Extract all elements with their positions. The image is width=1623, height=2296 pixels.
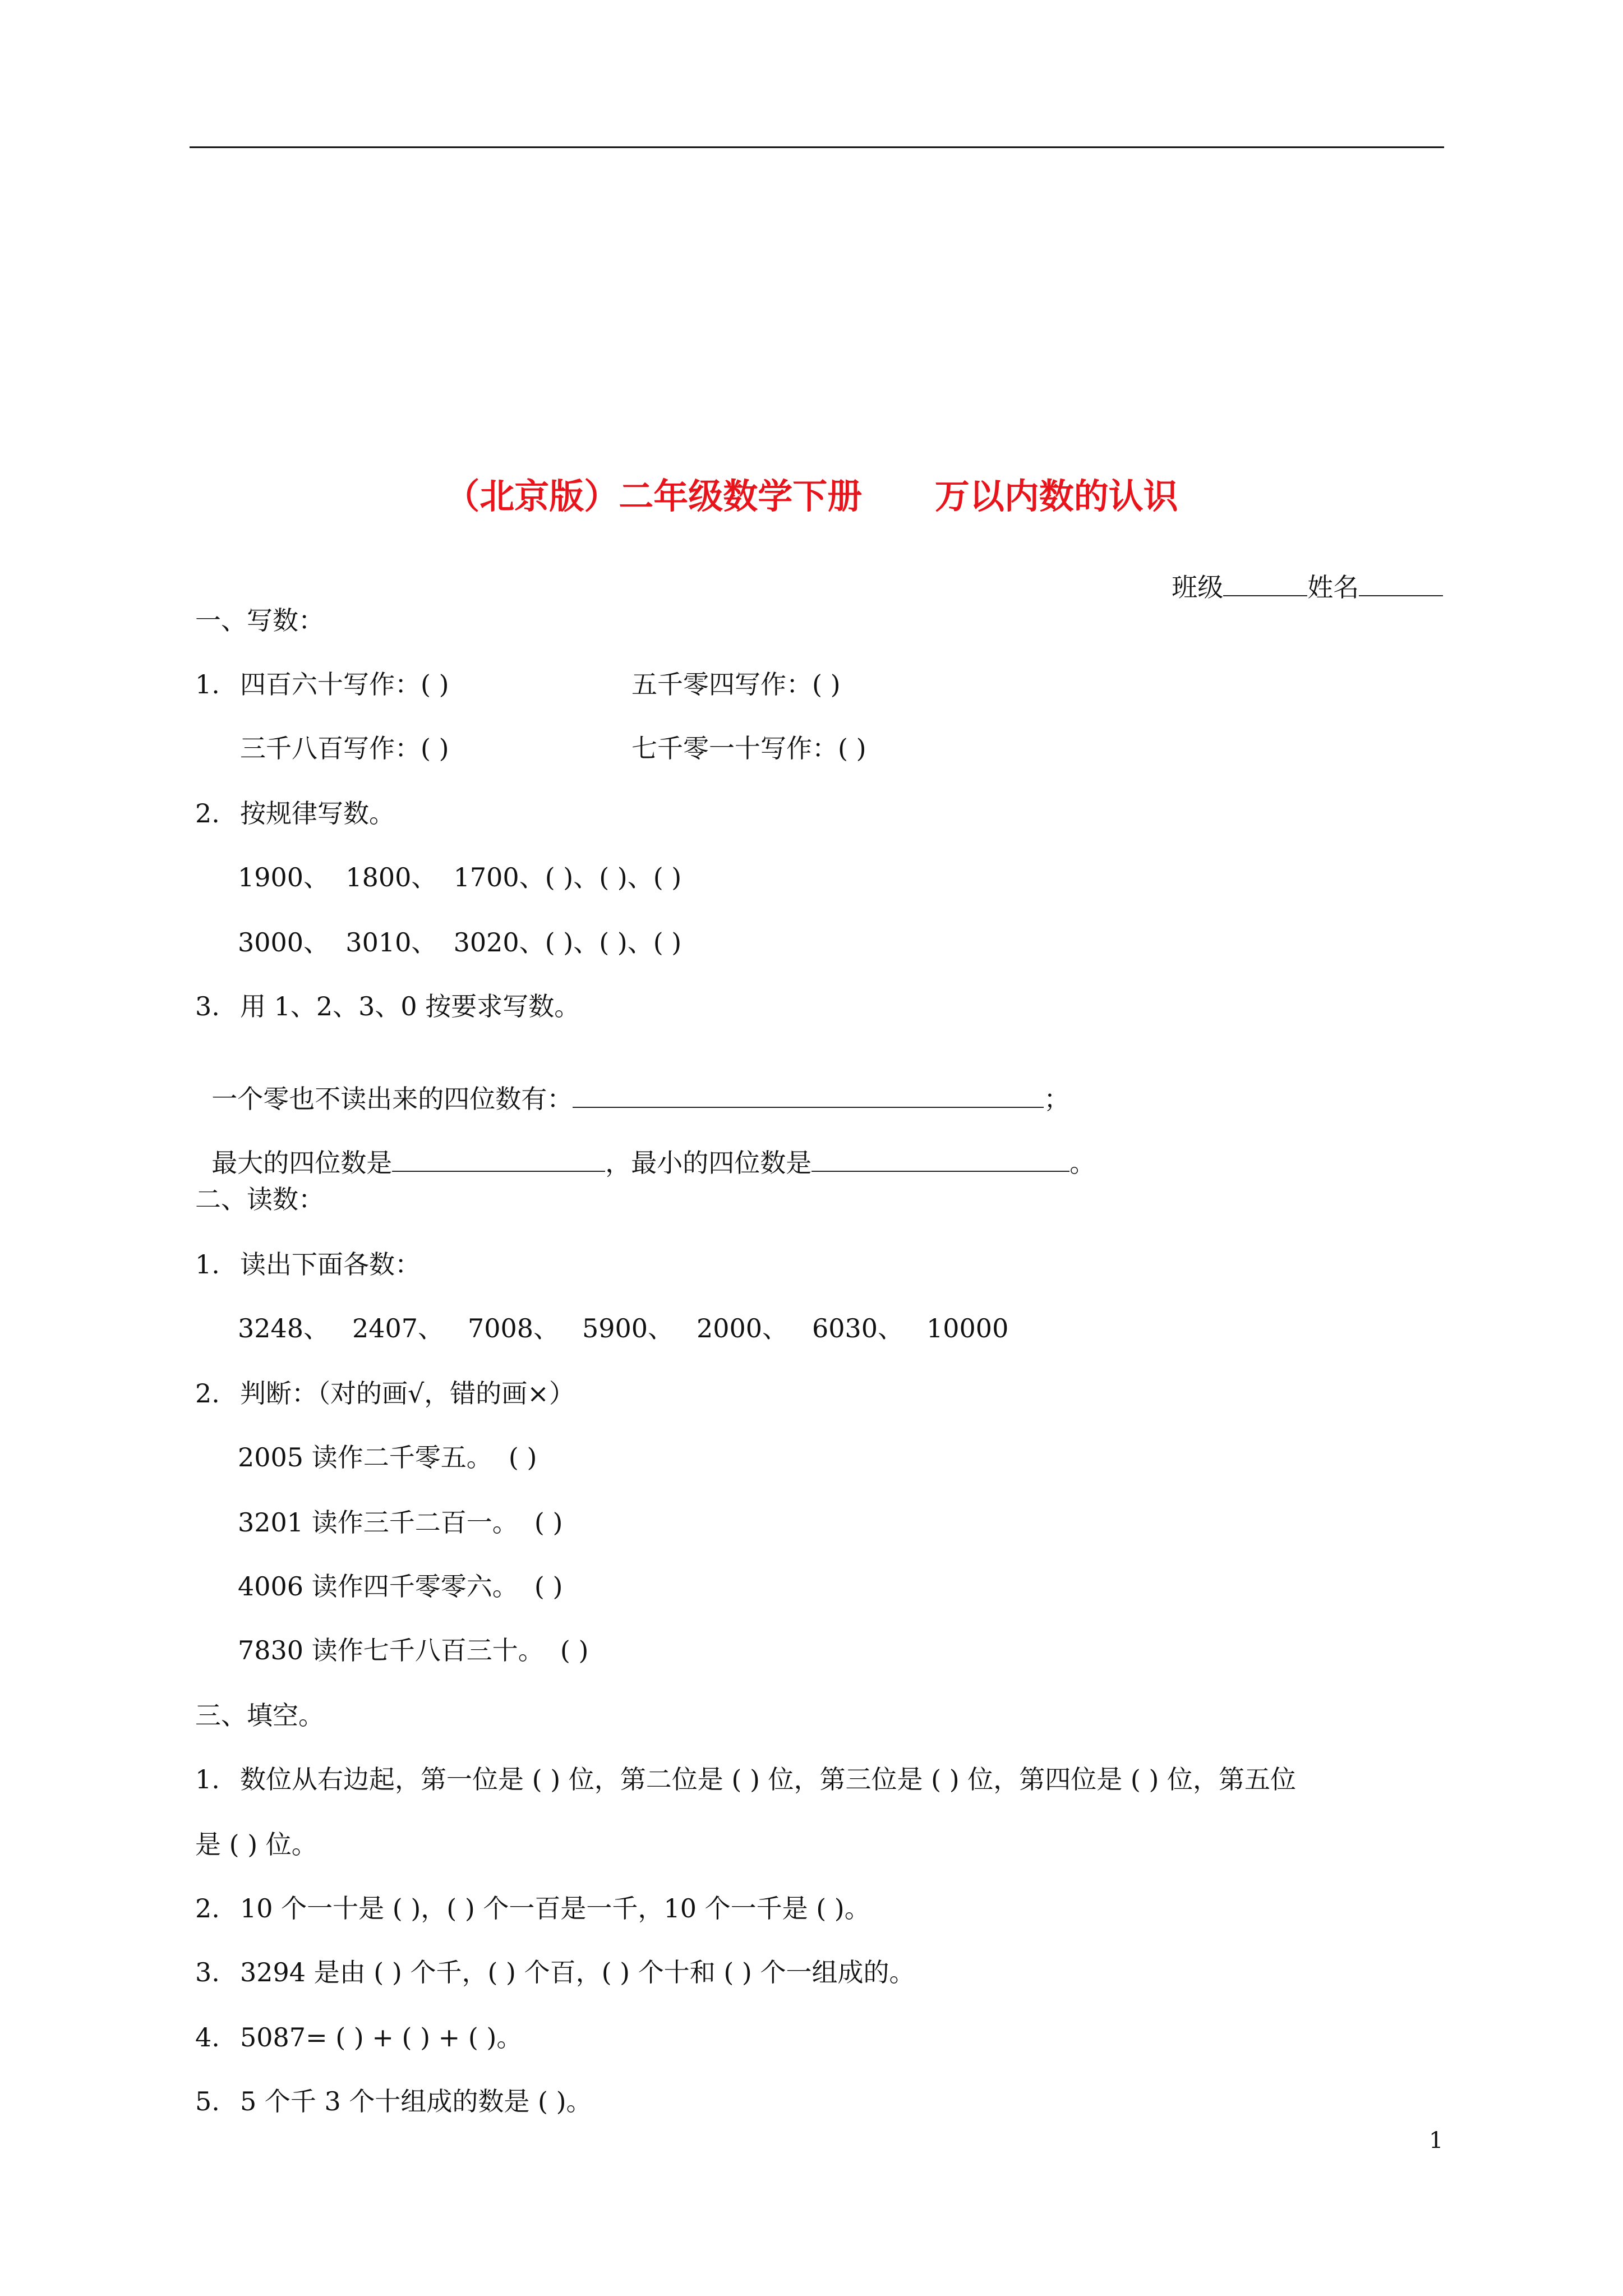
s3-q1-line-2: 是 ( ) 位。 [195, 1829, 317, 1860]
s3-q1-line-1: 数位从右边起，第一位是 ( ) 位，第二位是 ( ) 位，第三位是 ( ) 位，第四位是 ( ) 位，第五位 [240, 1764, 1297, 1795]
s1-q1-item-a: 四百六十写作：( ) [240, 669, 449, 700]
s2-number-4: 5900、 [582, 1313, 674, 1343]
s3-q5-text: 5 个千 3 个十组成的数是 ( )。 [240, 2086, 592, 2116]
s1-q3-line2-b: ，最小的四位数是 [605, 1148, 812, 1178]
s2-q1-text: 读出下面各数： [240, 1249, 421, 1280]
s3-q5-number: 5. [195, 2086, 220, 2116]
s3-q4-number: 4. [195, 2022, 220, 2053]
s1-q3-line-2 [195, 1122, 1095, 1176]
s3-q1-number: 1. [195, 1764, 220, 1795]
s1-q3-line1-suffix: ； [1044, 1084, 1070, 1114]
s1-q3-number: 3. [195, 991, 220, 1022]
s3-q2-text: 10 个一十是 ( )，( ) 个一百是一千，10 个一千是 ( )。 [240, 1893, 870, 1924]
s1-q2-sequence-2: 3000、 3010、 3020、( )、( )、( ) [238, 927, 682, 958]
s1-q3-line2-c: 。 [1069, 1148, 1096, 1178]
s2-judge-item-3: 4006 读作四千零零六。 ( ) [238, 1571, 563, 1602]
s1-q3-max-blank[interactable] [392, 1148, 605, 1172]
name-blank[interactable] [1359, 573, 1443, 596]
s1-q2-text: 按规律写数。 [240, 798, 395, 829]
s1-q3-answer-blank-1[interactable] [573, 1084, 1044, 1108]
class-label: 班级 [1172, 572, 1224, 602]
s2-number-1: 3248、 [238, 1313, 330, 1343]
class-blank[interactable] [1223, 573, 1307, 596]
s1-q3-line-1 [195, 1059, 1069, 1112]
class-name-field [1155, 547, 1443, 600]
header-rule [190, 146, 1444, 148]
s2-number-5: 2000、 [697, 1313, 789, 1343]
page-title: （北京版）二年级数学下册 万以内数的认识 [445, 476, 1178, 517]
s1-q3-line1-prefix: 一个零也不读出来的四位数有： [211, 1084, 573, 1114]
s2-number-2: 2407、 [352, 1313, 444, 1343]
s1-q3-line2-a: 最大的四位数是 [211, 1148, 393, 1178]
s1-q1-item-b: 五千零四写作：( ) [631, 669, 841, 700]
s1-q3-min-blank[interactable] [811, 1148, 1069, 1172]
page-number: 1 [1429, 2128, 1444, 2154]
s1-q2-sequence-1: 1900、 1800、 1700、( )、( )、( ) [238, 862, 682, 892]
s1-q1-item-d: 七千零一十写作：( ) [631, 733, 866, 763]
s2-q2-number: 2. [195, 1378, 220, 1409]
s2-judge-item-4: 7830 读作七千八百三十。 ( ) [238, 1635, 589, 1665]
s2-number-6: 6030、 [812, 1313, 904, 1343]
s1-q1-number: 1. [195, 669, 220, 700]
s2-number-3: 7008、 [468, 1313, 560, 1343]
s2-q1-number: 1. [195, 1249, 220, 1280]
section-2-heading: 二、读数： [195, 1184, 324, 1214]
s2-judge-item-1: 2005 读作二千零五。 ( ) [238, 1442, 537, 1473]
s1-q2-number: 2. [195, 798, 220, 829]
s2-judge-item-2: 3201 读作三千二百一。 ( ) [238, 1507, 563, 1538]
s2-q2-text: 判断：（对的画√，错的画×） [240, 1378, 575, 1409]
name-label: 姓名 [1307, 572, 1359, 602]
s1-q3-text: 用 1、2、3、0 按要求写数。 [240, 991, 580, 1022]
s2-number-7: 10000 [926, 1313, 1009, 1343]
s1-q1-item-c: 三千八百写作：( ) [240, 733, 449, 763]
section-1-heading: 一、写数： [195, 605, 324, 636]
s3-q2-number: 2. [195, 1893, 220, 1924]
section-3-heading: 三、填空。 [195, 1700, 324, 1731]
s3-q4-text: 5087= ( ) + ( ) + ( )。 [240, 2022, 523, 2053]
s3-q3-number: 3. [195, 1957, 220, 1987]
s3-q3-text: 3294 是由 ( ) 个千，( ) 个百，( ) 个十和 ( ) 个一组成的。 [240, 1957, 915, 1987]
